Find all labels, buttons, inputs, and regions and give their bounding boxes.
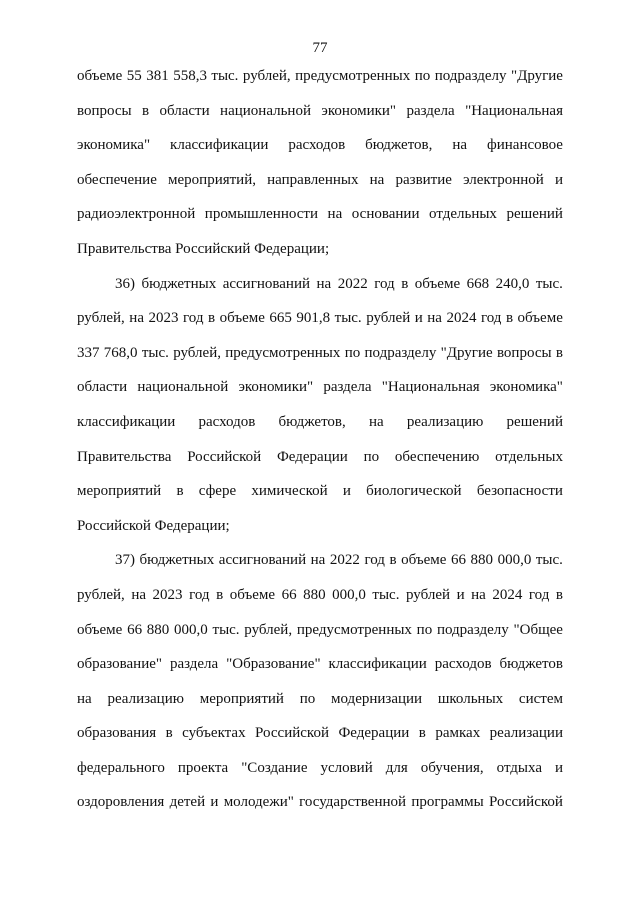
word: по: [363, 448, 380, 465]
word: по: [344, 344, 361, 361]
word: государственной: [299, 794, 407, 811]
word: Российской: [489, 794, 563, 811]
word: по: [416, 621, 433, 638]
word: мероприятий: [77, 483, 162, 500]
word: тыс.: [141, 344, 169, 361]
word: обучения,: [420, 759, 484, 776]
word: экономика": [489, 379, 563, 396]
word: в: [216, 586, 224, 603]
word: подразделу: [436, 621, 509, 638]
word: решений: [506, 206, 563, 223]
word: тыс.: [372, 586, 400, 603]
word: раздела: [406, 102, 455, 119]
word: 768,0: [103, 344, 138, 361]
word: в: [165, 725, 173, 742]
word: по: [414, 68, 431, 84]
text-line: Правительства Российский Федерации;: [77, 240, 330, 257]
word: систем: [518, 690, 563, 707]
word: тыс.: [334, 310, 362, 327]
word: по: [299, 690, 316, 707]
word: предусмотренных: [296, 621, 412, 638]
word: на: [427, 310, 442, 327]
word: обеспечению: [394, 448, 480, 465]
page-number: 77: [312, 40, 328, 56]
word: тыс.: [535, 552, 563, 569]
word: рамках: [435, 725, 481, 742]
word: рублей,: [244, 621, 293, 638]
word: 2023: [148, 310, 179, 327]
word: в: [418, 725, 426, 742]
word: 000,0: [174, 621, 208, 638]
word: и: [554, 759, 563, 776]
word: в: [176, 483, 184, 500]
word: вопросы: [496, 344, 552, 361]
word: Федерации: [276, 448, 348, 465]
word: субъектах: [182, 725, 246, 742]
word: год: [528, 586, 550, 603]
word: "Другие: [510, 68, 563, 84]
word: тыс.: [212, 621, 240, 638]
word: развитие: [395, 171, 452, 188]
word: на: [310, 552, 326, 569]
word: на: [368, 413, 384, 430]
word: год: [364, 552, 385, 569]
word: и: [554, 171, 563, 188]
word: 880: [146, 621, 170, 638]
word: федерального: [77, 759, 165, 776]
word: экономики": [238, 379, 314, 396]
word: "Национальная: [465, 102, 563, 119]
word: химической: [251, 483, 328, 500]
word: безопасности: [476, 483, 563, 500]
word: условий: [320, 759, 373, 776]
word: на: [452, 137, 468, 154]
text-line: [77, 132, 563, 167]
word: раздела: [323, 379, 372, 396]
word: области: [77, 379, 128, 396]
text-line: [77, 582, 563, 617]
word: бюджетных: [139, 552, 215, 569]
word: год: [189, 586, 210, 603]
word: в: [555, 586, 563, 603]
word: год: [480, 310, 502, 327]
word: на: [129, 310, 144, 327]
word: 2022: [337, 275, 368, 292]
text-line: [77, 651, 563, 686]
document-body: [77, 63, 563, 824]
word: реализацию: [406, 413, 484, 430]
word: предусмотренных: [295, 68, 411, 84]
text-line: [77, 478, 563, 513]
word: 381: [146, 68, 169, 84]
word: объеме: [77, 68, 123, 84]
word: отдыха: [496, 759, 542, 776]
word: в: [207, 310, 216, 327]
word: школьных: [437, 690, 504, 707]
word: раздела: [169, 656, 219, 673]
word: 668: [466, 275, 490, 292]
word: бюджетов,: [278, 413, 346, 430]
text-line: [77, 201, 563, 236]
word: бюджетов,: [365, 137, 433, 154]
word: на: [131, 586, 147, 603]
word: 37): [115, 552, 135, 569]
word: электронной: [463, 171, 544, 188]
word: 2024: [492, 586, 523, 603]
word: в: [401, 275, 409, 292]
word: 55: [126, 68, 142, 84]
word: ассигнований: [218, 552, 307, 569]
word: 558,3: [173, 68, 207, 84]
word: "Национальная: [381, 379, 480, 396]
word: "Образование": [226, 656, 321, 673]
word: решений: [506, 413, 563, 430]
text-line: [77, 374, 563, 409]
word: на: [327, 206, 343, 223]
word: финансовое: [487, 137, 563, 154]
word: на: [471, 586, 486, 603]
word: расходов: [434, 656, 492, 673]
word: подразделу: [364, 344, 437, 361]
word: вопросы: [77, 102, 132, 119]
text-line: [77, 720, 563, 755]
word: радиоэлектронной: [77, 206, 196, 223]
word: промышленности: [204, 206, 318, 223]
text-line: [77, 547, 563, 582]
word: экономики": [321, 102, 397, 119]
word: сфере: [198, 483, 237, 500]
word: в: [389, 552, 397, 569]
word: Российской: [187, 448, 262, 465]
text-line: [77, 167, 563, 202]
text-line: [77, 63, 563, 98]
word: 000,0: [332, 586, 366, 603]
word: основании: [351, 206, 420, 223]
word: модернизации: [331, 690, 423, 707]
word: 665: [269, 310, 292, 327]
word: детей: [169, 794, 206, 811]
word: отдельных: [429, 206, 497, 223]
word: 337: [77, 344, 100, 361]
word: 880: [303, 586, 326, 603]
word: на: [77, 690, 92, 707]
text-line: [77, 98, 563, 133]
text-line: [77, 789, 563, 824]
word: бюджетных: [141, 275, 217, 292]
word: молодежи": [223, 794, 294, 811]
word: тыс.: [535, 275, 563, 292]
word: оздоровления: [77, 794, 165, 811]
word: в: [142, 102, 150, 119]
word: "Другие: [440, 344, 493, 361]
word: и: [414, 310, 423, 327]
word: 2024: [446, 310, 477, 327]
word: 66: [127, 621, 143, 638]
word: реализации: [489, 725, 563, 742]
word: рублей: [366, 310, 411, 327]
word: реализацию: [107, 690, 184, 707]
word: национальной: [220, 102, 311, 119]
text-line: [77, 686, 563, 721]
word: 66: [281, 586, 297, 603]
word: объеме: [77, 621, 123, 638]
word: Российской: [255, 725, 329, 742]
word: 000,0: [497, 552, 532, 569]
word: 2023: [152, 586, 183, 603]
word: расходов: [198, 413, 256, 430]
word: и: [456, 586, 465, 603]
word: предусмотренных: [225, 344, 341, 361]
word: образования: [77, 725, 157, 742]
word: направленных: [267, 171, 359, 188]
word: на: [316, 275, 332, 292]
word: на: [369, 171, 385, 188]
word: экономика": [77, 137, 151, 154]
word: год: [182, 310, 204, 327]
word: ассигнований: [222, 275, 311, 292]
word: мероприятий,: [168, 171, 256, 188]
word: "Создание: [241, 759, 308, 776]
word: национальной: [137, 379, 229, 396]
word: 66: [450, 552, 466, 569]
word: объеме: [219, 310, 265, 327]
word: рублей,: [77, 310, 125, 327]
word: 2022: [329, 552, 360, 569]
text-line: [77, 271, 563, 306]
word: Федерации: [338, 725, 410, 742]
word: "Общее: [513, 621, 563, 638]
word: объеме: [229, 586, 276, 603]
word: области: [159, 102, 210, 119]
word: объеме: [517, 310, 563, 327]
word: отдельных: [495, 448, 563, 465]
text-line: [77, 409, 563, 444]
word: в: [555, 344, 563, 361]
word: 240,0: [495, 275, 530, 292]
word: тыс.: [211, 68, 239, 84]
text-line: [77, 755, 563, 790]
text-line: [77, 305, 563, 340]
text-line: Российской Федерации;: [77, 517, 230, 534]
word: 36): [115, 275, 135, 292]
word: подразделу: [434, 68, 507, 84]
word: проекта: [177, 759, 229, 776]
word: классификации: [77, 413, 176, 430]
word: год: [374, 275, 395, 292]
word: Правительства: [77, 448, 172, 465]
word: 901,8: [296, 310, 331, 327]
word: для: [385, 759, 408, 776]
word: объеме: [401, 552, 447, 569]
word: в: [505, 310, 514, 327]
word: классификации: [170, 137, 269, 154]
word: обеспечение: [77, 171, 157, 188]
word: 880: [470, 552, 494, 569]
word: и: [342, 483, 351, 500]
word: рублей: [406, 586, 451, 603]
text-line: [77, 340, 563, 375]
word: классификации: [328, 656, 427, 673]
text-line: [77, 617, 563, 652]
word: бюджетов: [499, 656, 563, 673]
word: и: [210, 794, 219, 811]
word: рублей,: [242, 68, 291, 84]
word: объеме: [414, 275, 461, 292]
word: расходов: [288, 137, 346, 154]
word: биологической: [366, 483, 462, 500]
word: мероприятий: [199, 690, 284, 707]
text-line: [77, 444, 563, 479]
word: программы: [411, 794, 484, 811]
word: рублей,: [77, 586, 125, 603]
word: рублей,: [173, 344, 221, 361]
word: образование": [77, 656, 163, 673]
